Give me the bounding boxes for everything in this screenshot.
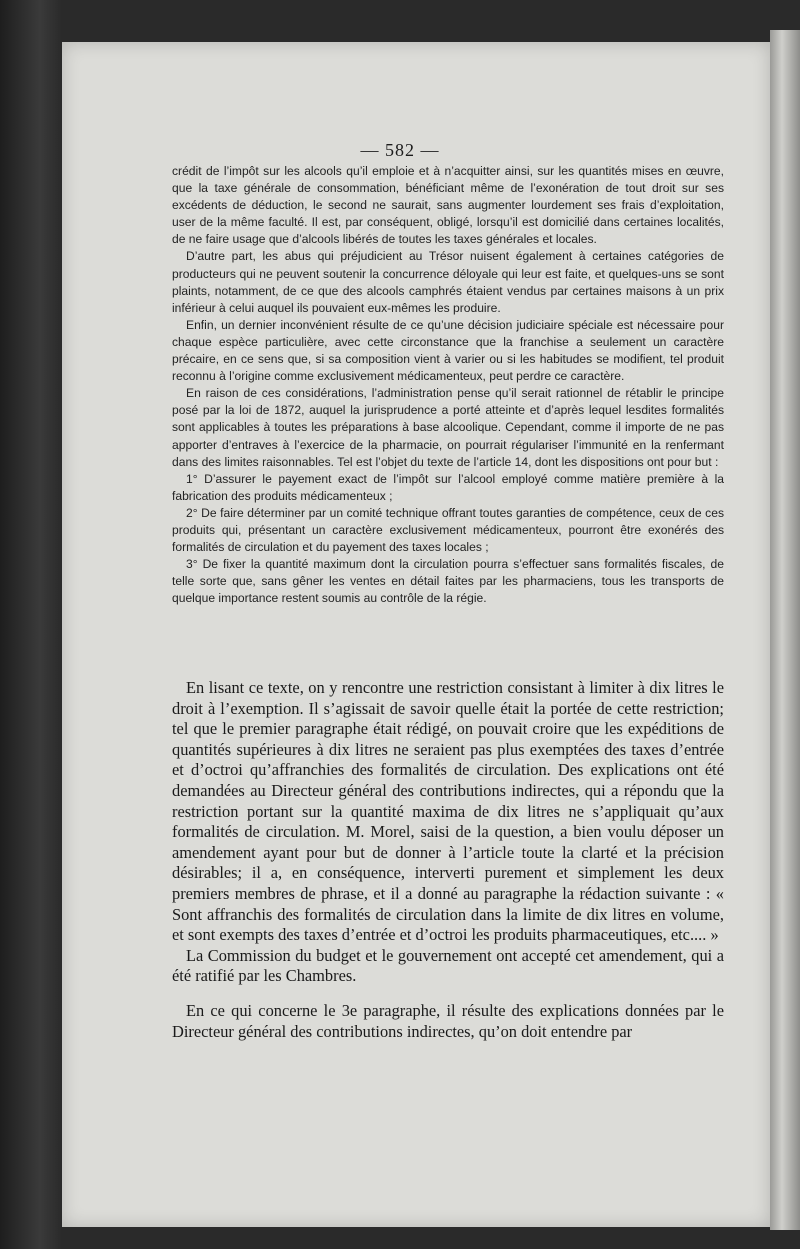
adjacent-page-edge	[770, 30, 800, 1230]
paragraph: En lisant ce texte, on y rencontre une restriction consistant à limiter à dix litres le droit à l’exemption. Il s’agissait de savoir quelle était la portée de cette restriction; tel que le premier paragraphe était rédigé, on pouvait croire que les expéditions de quantités supérieures à dix litres ne seraient pas plus exemptées des taxes d’entrée et d’octroi qu’affranchies des formalités de circulation. Des explications ont été demandées au Directeur général des contributions indirectes, qui a répondu que la restriction portant sur la quantité maxima de dix litres ne s’appliquait qu’aux formalités de circulation. M. Morel, saisi de la question, a bien voulu déposer un amendement ayant pour but de donner à l’article toute la clarté et la précision désirables; il a, en conséquence, interverti purement et simplement les deux premiers membres de phrase, et il a donné au paragraphe la rédaction suivante : « Sont affranchis des formalités de circulation dans la limite de dix litres en volume, et sont exempts des taxes d’entrée et d’octroi les produits pharmaceutiques, etc.... »	[172, 678, 724, 945]
list-item: 1° D’assurer le payement exact de l’impôt sur l’alcool employé comme matière première à la fabrication des produits médicamenteux ;	[172, 471, 724, 503]
paragraph: D’autre part, les abus qui préjudicient au Trésor nuisent également à certaines catégories de producteurs qui ne peuvent soutenir la concurrence déloyale qui leur est faite, et quelques-uns se sont plaints, notamment, de ce que des alcools camphrés étaient vendus par certaines maisons à un prix inférieur à celui auquel ils pouvaient eux-mêmes les produire.	[172, 249, 724, 315]
quoted-exposition	[172, 163, 724, 607]
paragraph: crédit de l’impôt sur les alcools qu’il emploie et à n’acquitter ainsi, sur les quantités mises en œuvre, que la taxe générale de consommation, bénéficiant même de l’exonération de tout droit sur ses excédents de déduction, le second ne saurait, sans augmenter lourdement ses frais d’exploitation, user de la même faculté. Il est, par conséquent, obligé, lorsqu’il est domicilié dans certaines localités, de ne faire usage que d’alcools libérés de toutes les taxes générales et locales.	[172, 164, 724, 247]
paragraph: Enfin, un dernier inconvénient résulte de ce qu’une décision judiciaire spéciale est nécessaire pour chaque espèce particulière, avec cette circonstance que la franchise a seulement un caractère précaire, en ce sens que, si sa composition vient à varier ou si les habitudes se modifient, tel produit reconnu à l’origine comme exclusivement médicamenteux, peut perdre ce caractère.	[172, 317, 724, 384]
list-item: 3° De fixer la quantité maximum dont la circulation pourra s’effectuer sans formalités fiscales, de telle sorte que, sans gêner les ventes en détail faites par les pharmaciens, tous les transports de quelque importance restent soumis au contrôle de la régie.	[172, 557, 724, 606]
page-number: — 582 —	[360, 140, 440, 160]
paragraph: En ce qui concerne le 3e paragraphe, il résulte des explications données par le Directeur général des contributions indirectes, qu’on doit entendre par	[172, 1000, 724, 1041]
list-item: 2° De faire déterminer par un comité technique offrant toutes garanties de compétence, ceux de ces produits qui, présentant un caractère exclusivement médicamenteux, pourront être exonérés des formalités de circulation et du payement des taxes locales ;	[172, 505, 724, 555]
paragraph: La Commission du budget et le gouvernement ont accepté cet amendement, qui a été ratifié par les Chambres.	[172, 945, 724, 986]
commentary-text	[172, 678, 724, 1042]
paragraph: En raison de ces considérations, l’administration pense qu’il serait rationnel de rétablir le principe posé par la loi de 1872, auquel la jurisprudence a porté atteinte et d’après lequel lesdites formalités sont applicables à toutes les préparations à base alcoolique. Cependant, comme il importe de ne pas apporter d’entraves à l’exercice de la pharmacie, on pourrait régulariser l’immunité en la renfermant dans des limites raisonnables. Tel est l’objet du texte de l’article 14, dont les dispositions ont pour but :	[172, 386, 724, 469]
